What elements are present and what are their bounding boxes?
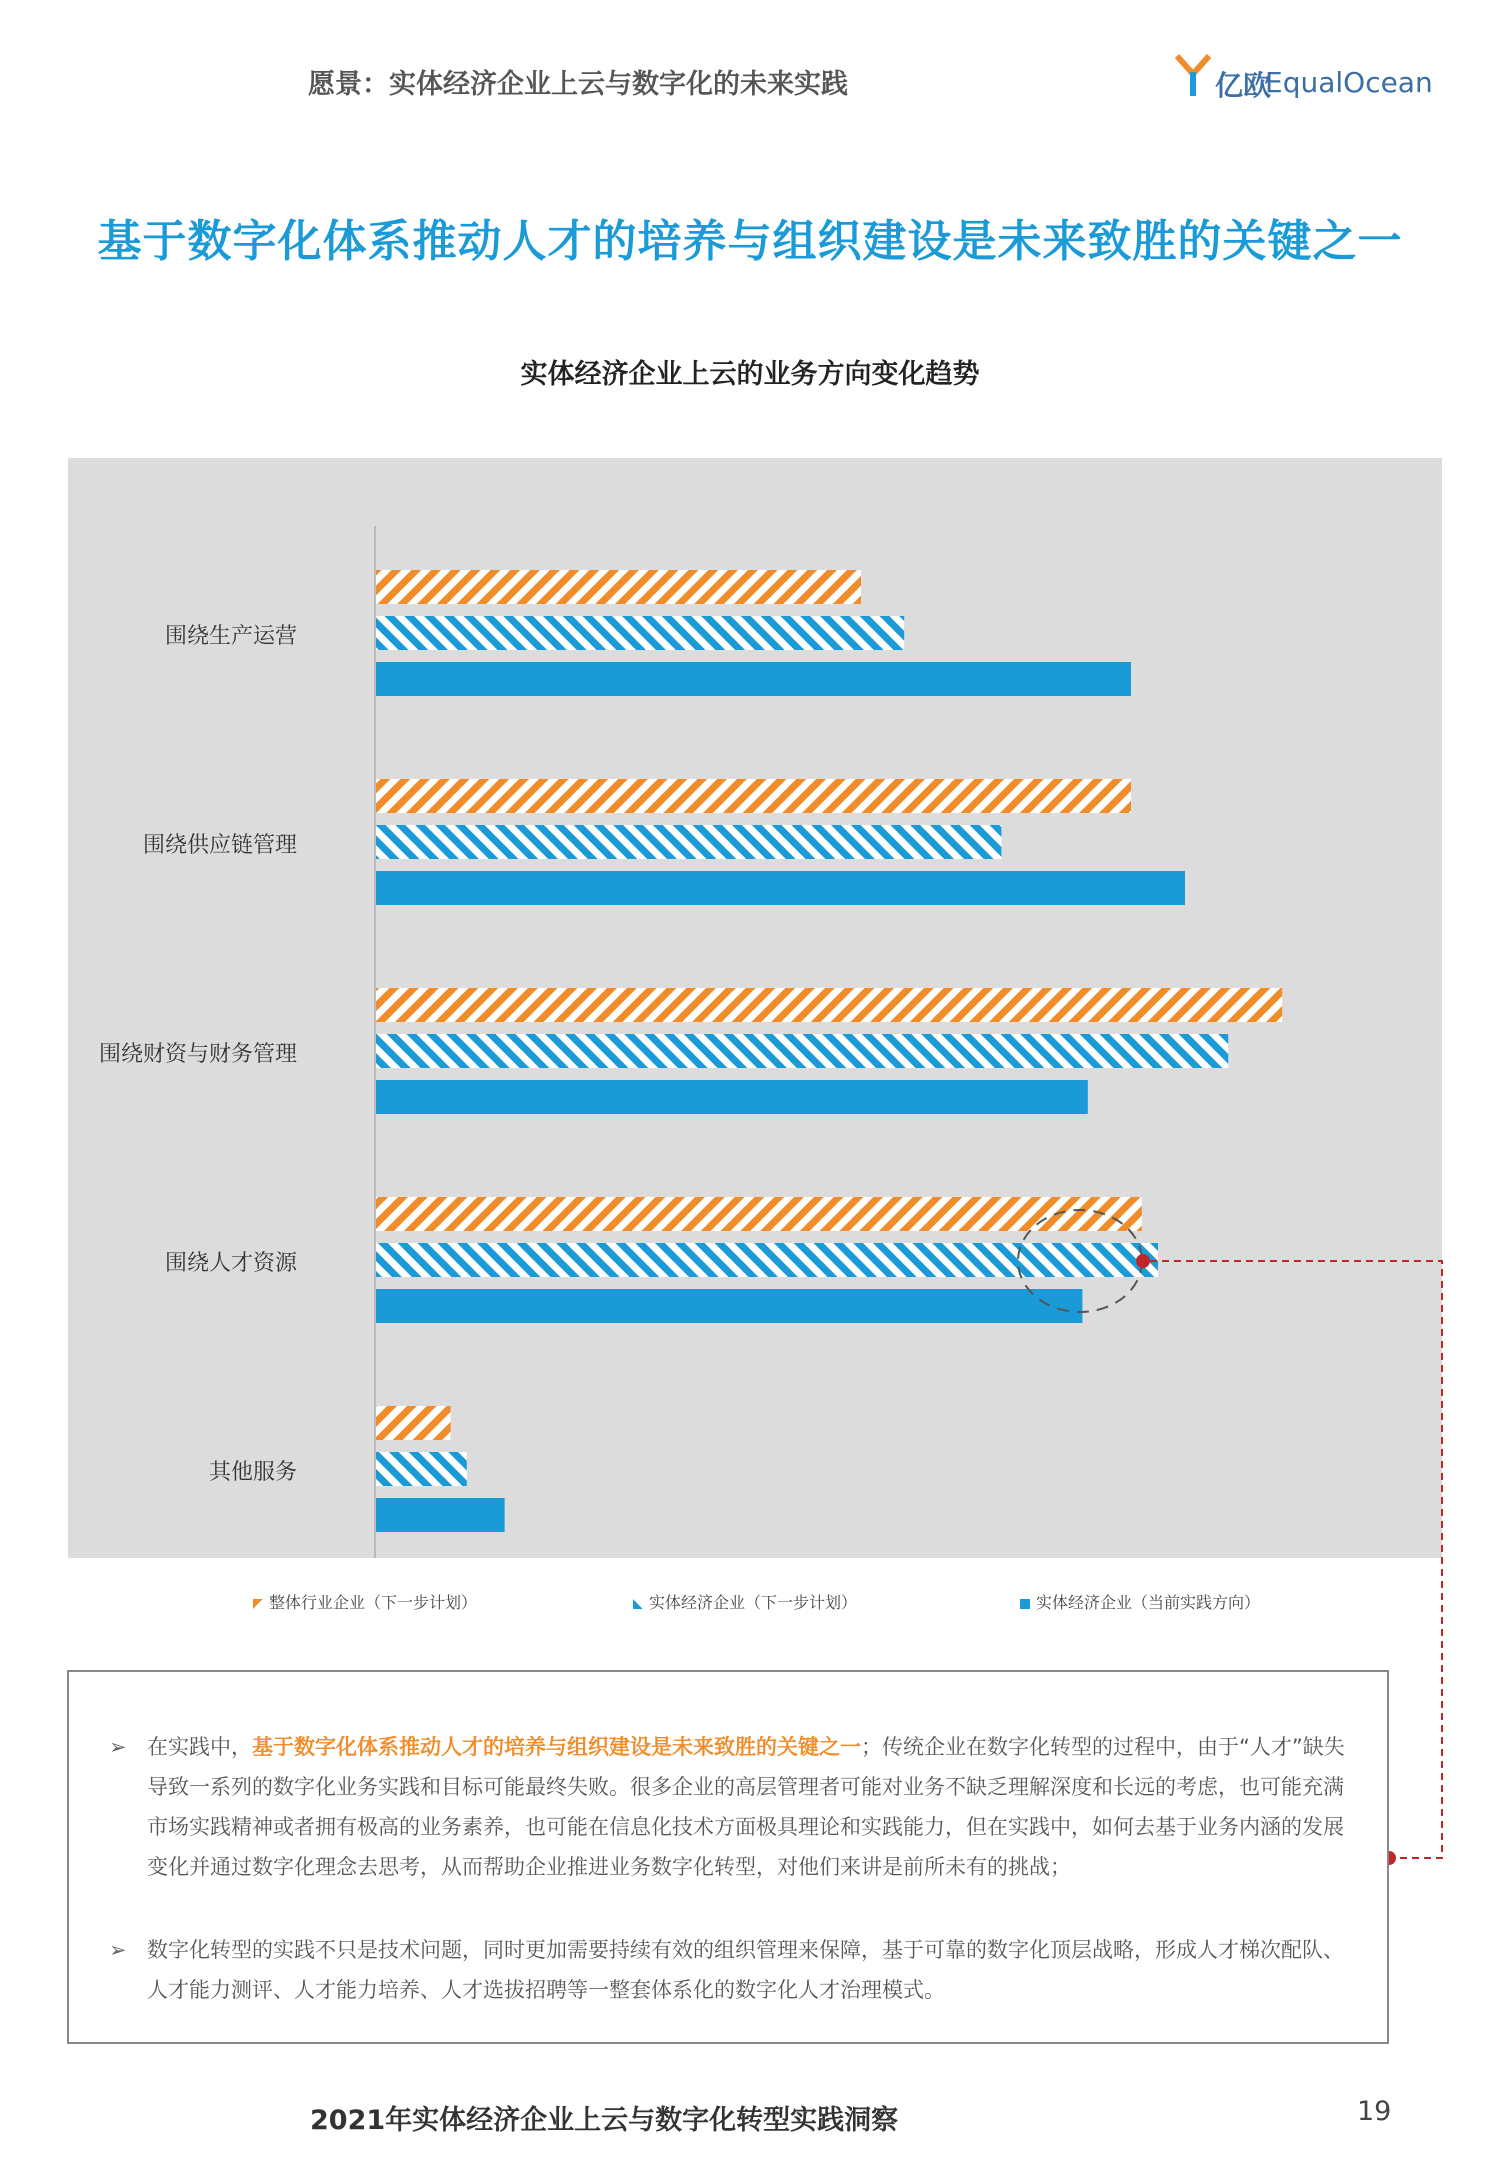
category-label: 围绕人才资源 — [164, 1251, 297, 1276]
page-number: 19 — [1357, 2096, 1392, 2127]
bar-2-series-2 — [375, 1080, 1088, 1114]
analysis-textbox — [67, 1670, 1389, 2044]
bar-0-series-1 — [375, 616, 904, 650]
bar-1-series-2 — [375, 871, 1185, 905]
bar-1-series-1 — [375, 825, 1001, 859]
legend-swatch — [1020, 1599, 1030, 1609]
bullet-2 — [109, 1930, 1359, 2010]
legend-item — [1020, 1590, 1260, 1613]
legend-swatch — [633, 1599, 643, 1609]
bar-0-series-2 — [375, 662, 1131, 696]
equalocean-logo — [1175, 54, 1433, 102]
legend-label: 实体经济企业（当前实践方向） — [1036, 1593, 1261, 1612]
logo-en-text: EqualOcean — [1265, 66, 1433, 99]
bar-4-series-1 — [375, 1452, 467, 1486]
category-label: 围绕生产运营 — [164, 624, 297, 649]
bar-4-series-0 — [375, 1406, 451, 1440]
legend-label: 整体行业企业（下一步计划） — [269, 1593, 478, 1612]
bullet-1 — [109, 1727, 1359, 1887]
logo-cn-text: 亿欧 — [1215, 69, 1272, 102]
category-label: 围绕财资与财务管理 — [98, 1042, 297, 1067]
bullet-1-highlight: 基于数字化体系推动人才的培养与组织建设是未来致胜的关键之一 — [252, 1735, 861, 1759]
bullet-arrow-icon: ➢ — [109, 1938, 127, 1962]
category-label: 其他服务 — [208, 1460, 297, 1485]
bullet-1-text: ；传统企业在数字化转型的过程中，由于“人才”缺失导致一系列的数字化业务实践和目标可能最终失败。很多企业的高层管理者可能对业务不缺乏理解深度和长远的考虑，也可能充满市场实践精神或者拥有极高的业务素养，也可能在信息化技术方面极具理论和实践能力，但在实践中，如何去基于业务内涵的发展变化并通过数字化理念去思考，从而帮助企业推进业务数字化转型，对他们来讲是前所未有的挑战； — [147, 1735, 1345, 1879]
bar-2-series-0 — [375, 988, 1282, 1022]
bar-1-series-0 — [375, 779, 1131, 813]
legend-item — [253, 1590, 477, 1613]
bullet-1-prefix: 在实践中， — [147, 1735, 252, 1759]
bullet-arrow-icon: ➢ — [109, 1735, 127, 1759]
bullet-2-text: 数字化转型的实践不只是技术问题，同时更加需要持续有效的组织管理来保障，基于可靠的数字化顶层战略，形成人才梯次配队、人才能力测评、人才能力培养、人才选拔招聘等一整套体系化的数字化人才治理模式。 — [147, 1938, 1344, 2002]
footer-title: 2021年实体经济企业上云与数字化转型实践洞察 — [310, 2105, 899, 2136]
legend-swatch — [253, 1599, 263, 1609]
legend-item — [633, 1590, 857, 1613]
legend-label: 实体经济企业（下一步计划） — [649, 1593, 858, 1612]
bar-2-series-1 — [375, 1034, 1228, 1068]
bar-4-series-2 — [375, 1498, 505, 1532]
main-title: 基于数字化体系推动人才的培养与组织建设是未来致胜的关键之一 — [97, 216, 1403, 267]
chart-legend — [0, 1590, 1500, 1620]
logo-mark-icon — [1175, 54, 1211, 98]
bar-3-series-1 — [375, 1243, 1158, 1277]
bar-0-series-0 — [375, 570, 861, 604]
bar-3-series-0 — [375, 1197, 1142, 1231]
bar-3-series-2 — [375, 1289, 1082, 1323]
chart-title: 实体经济企业上云的业务方向变化趋势 — [520, 359, 980, 390]
category-label: 围绕供应链管理 — [142, 833, 297, 858]
page-header-title: 愿景：实体经济企业上云与数字化的未来实践 — [308, 69, 848, 100]
chart-plot-area — [68, 458, 1442, 1558]
